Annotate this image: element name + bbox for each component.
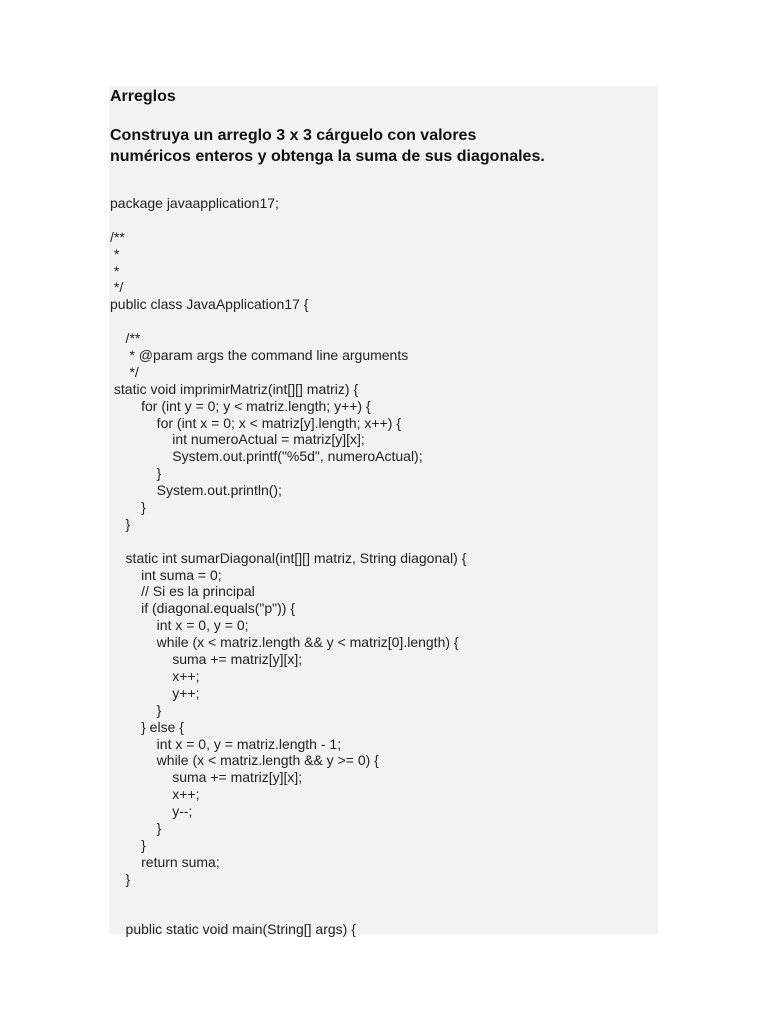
code-line: suma += matriz[y][x]; bbox=[110, 769, 303, 786]
code-listing bbox=[110, 195, 655, 938]
code-line bbox=[110, 888, 655, 905]
code-line: } else { bbox=[110, 718, 184, 735]
code-line: } bbox=[110, 515, 131, 532]
code-line: } bbox=[110, 701, 162, 718]
code-line: int x = 0, y = 0; bbox=[110, 617, 249, 634]
code-line: int suma = 0; bbox=[110, 566, 222, 583]
code-line: for (int x = 0; x < matriz[y].length; x++) { bbox=[110, 414, 401, 431]
code-line: */ bbox=[110, 363, 139, 380]
code-line bbox=[110, 313, 655, 330]
code-line: } bbox=[110, 499, 146, 516]
code-line bbox=[110, 533, 655, 550]
code-line: package javaapplication17; bbox=[110, 195, 279, 211]
code-line: /** bbox=[110, 228, 125, 245]
code-line bbox=[110, 904, 655, 921]
code-line: /** bbox=[110, 330, 141, 347]
code-line: * bbox=[110, 262, 120, 279]
document-heading: Arreglos bbox=[110, 88, 176, 105]
code-line: while (x < matriz.length && y >= 0) { bbox=[110, 752, 379, 769]
code-line: */ bbox=[110, 279, 124, 296]
code-line: static void imprimirMatriz(int[][] matriz) { bbox=[110, 380, 359, 397]
code-line: int x = 0, y = matriz.length - 1; bbox=[110, 735, 342, 752]
code-line: } bbox=[110, 870, 131, 887]
code-line bbox=[110, 212, 655, 229]
code-line: if (diagonal.equals("p")) { bbox=[110, 600, 296, 617]
code-line: return suma; bbox=[110, 853, 220, 870]
code-line: * bbox=[110, 245, 120, 262]
code-line: while (x < matriz.length && y < matriz[0].length) { bbox=[110, 634, 459, 651]
code-line: y--; bbox=[110, 803, 193, 820]
code-line: } bbox=[110, 836, 146, 853]
code-line: public static void main(String[] args) { bbox=[110, 921, 356, 938]
instruction-line: Construya un arreglo 3 x 3 cárguelo con valores bbox=[110, 127, 477, 144]
code-line: // Si es la principal bbox=[110, 583, 255, 600]
code-line: x++; bbox=[110, 786, 200, 803]
code-line: suma += matriz[y][x]; bbox=[110, 651, 303, 668]
code-line: static int sumarDiagonal(int[][] matriz, String diagonal) { bbox=[110, 549, 467, 566]
code-line: * @param args the command line arguments bbox=[110, 347, 409, 364]
code-line: System.out.printf("%5d", numeroActual); bbox=[110, 448, 423, 465]
code-line: System.out.println(); bbox=[110, 482, 282, 499]
code-line: } bbox=[110, 465, 162, 482]
exercise-instruction bbox=[110, 125, 650, 167]
code-line: x++; bbox=[110, 667, 200, 684]
instruction-line: numéricos enteros y obtenga la suma de sus diagonales. bbox=[110, 148, 545, 165]
code-line: } bbox=[110, 819, 162, 836]
code-line: for (int y = 0; y < matriz.length; y++) { bbox=[110, 397, 371, 414]
code-line: y++; bbox=[110, 684, 200, 701]
code-line: public class JavaApplication17 { bbox=[110, 296, 309, 313]
code-line: int numeroActual = matriz[y][x]; bbox=[110, 431, 365, 448]
